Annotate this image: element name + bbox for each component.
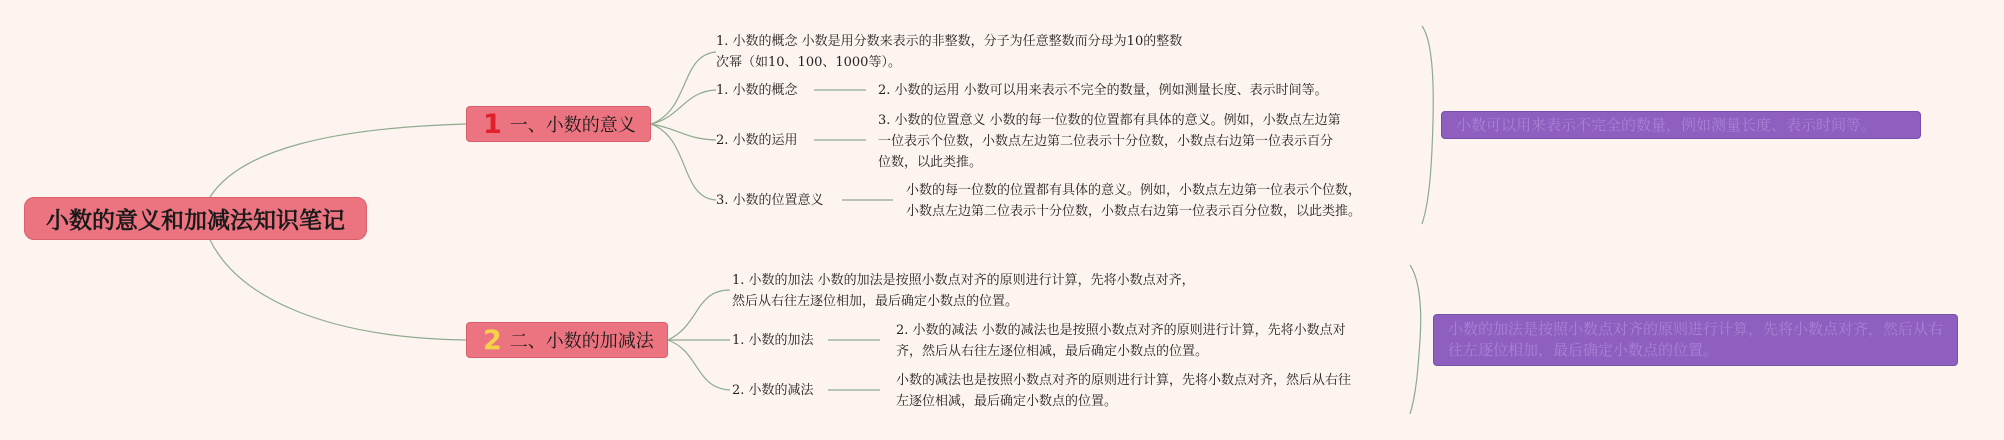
leaf-node-detail[interactable]: 小数的减法也是按照小数点对齐的原则进行计算，先将小数点对齐，然后从右往 左逐位相减，最后确定小数点的位置。: [896, 373, 1352, 409]
summary-box[interactable]: [1433, 314, 1958, 366]
branch-number-badge: 2: [483, 324, 502, 356]
leaf-node-label[interactable]: 2. 小数的运用: [716, 133, 798, 148]
leaf-node-detail[interactable]: 2. 小数的减法 小数的减法也是按照小数点对齐的原则进行计算，先将小数点对 齐，然后从右往左逐位相减，最后确定小数点的位置。: [896, 323, 1346, 359]
branch-label: 一、小数的意义: [509, 115, 636, 136]
leaf-node-text[interactable]: 1. 小数的概念 小数是用分数来表示的非整数，分子为任意整数而分母为10的整数 次幂（如10、100、1000等）。: [716, 34, 1183, 70]
branch-number-badge: 1: [483, 108, 502, 140]
root-node[interactable]: [24, 197, 367, 240]
leaf-node-label[interactable]: 1. 小数的概念: [716, 83, 798, 98]
root-title: 小数的意义和加减法知识笔记: [46, 208, 345, 234]
leaf-node-label[interactable]: 1. 小数的加法: [732, 333, 814, 348]
summary-text: 小数可以用来表示不完全的数量，例如测量长度、表示时间等。: [1456, 116, 1877, 134]
branch-node-meaning[interactable]: [466, 106, 651, 142]
leaf-node-label[interactable]: 3. 小数的位置意义: [716, 193, 824, 208]
leaf-node-detail[interactable]: 小数的每一位数的位置都有具体的意义。例如，小数点左边第一位表示个位数， 小数点左边第二位表示十分位数，小数点右边第一位表示百分位数，以此类推。: [906, 183, 1362, 219]
leaf-node-detail[interactable]: 2. 小数的运用 小数可以用来表示不完全的数量，例如测量长度、表示时间等。: [878, 83, 1328, 98]
leaf-node-label[interactable]: 2. 小数的减法: [732, 383, 814, 398]
branch-label: 二、小数的加减法: [509, 331, 654, 352]
leaf-node-text[interactable]: 1. 小数的加法 小数的加法是按照小数点对齐的原则进行计算，先将小数点对齐， 然后从右往左逐位相加，最后确定小数点的位置。: [732, 273, 1195, 309]
branch-node-add-sub[interactable]: [466, 322, 668, 358]
summary-text: 小数的加法是按照小数点对齐的原则进行计算，先将小数点对齐，然后从右往左逐位相加，最后确定小数点的位置。: [1448, 320, 1944, 359]
leaf-node-detail[interactable]: 3. 小数的位置意义 小数的每一位数的位置都有具体的意义。例如，小数点左边第 一位表示个位数，小数点左边第二位表示十分位数，小数点右边第一位表示百分 位数，以此类推。: [878, 113, 1341, 170]
summary-box[interactable]: [1441, 111, 1921, 139]
